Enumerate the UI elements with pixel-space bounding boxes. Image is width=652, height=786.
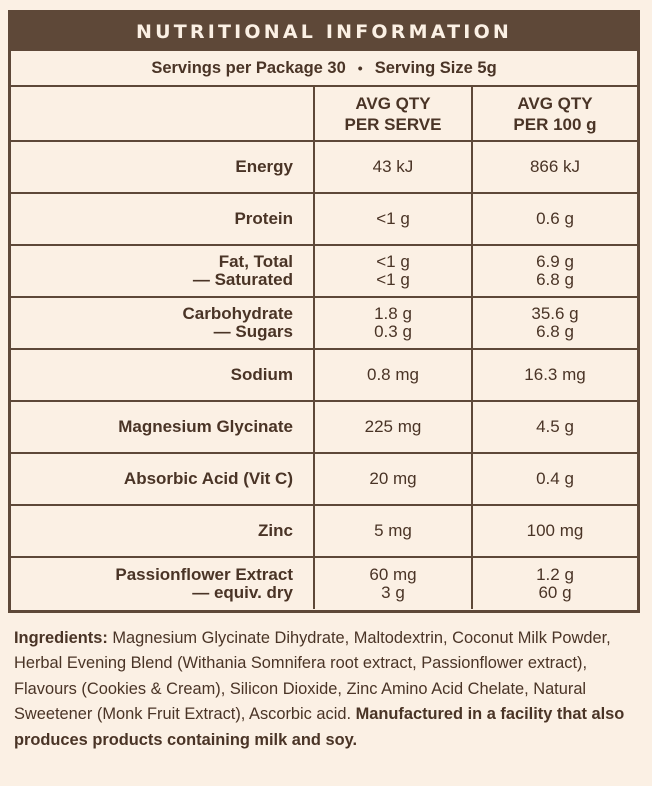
per-100g-header-line1: AVG QTY xyxy=(517,93,593,113)
ingredients-list: Magnesium Glycinate Dihydrate, Maltodextrin, Coconut Milk Powder, Herbal Evening Blend (Withania Somnifera root extract, Passionflower extract), Flavours (Cookies & Cream), Silicon Dioxide, Zinc Amino Acid Chelate, Natural Sweetener (Monk Fruit Extract), Ascorbic acid. xyxy=(14,629,611,724)
per-serve-subvalue: 0.3 g xyxy=(374,322,412,341)
per-serve-header xyxy=(313,87,471,140)
per-100g-value: 0.4 g xyxy=(536,469,574,488)
nutrient-label: Sodium xyxy=(230,365,293,384)
per-100g-value: 866 kJ xyxy=(529,157,581,176)
per-100g-value: 4.5 g xyxy=(536,417,574,436)
ingredients-heading: Ingredients: xyxy=(14,629,108,647)
nutrient-label: Zinc xyxy=(258,521,293,540)
per-100g-value: 100 mg xyxy=(526,521,584,540)
per-100g-value: 35.6 g xyxy=(531,304,579,323)
empty-header-cell xyxy=(11,87,313,140)
nutrition-panel xyxy=(8,10,640,613)
panel-title: NUTRITIONAL INFORMATION xyxy=(11,13,637,51)
nutrient-label: Passionflower Extract xyxy=(115,564,293,584)
nutrient-label: Energy xyxy=(235,157,293,176)
per-100g-subvalue: 6.8 g xyxy=(536,270,574,289)
per-100g-header-line2: PER 100 g xyxy=(513,114,597,134)
nutrient-label: Carbohydrate xyxy=(182,304,293,323)
nutrient-label: Protein xyxy=(234,209,293,228)
servings-line xyxy=(11,51,637,87)
servings-per-package: Servings per Package 30 xyxy=(151,58,346,77)
nutrient-sublabel: — Sugars xyxy=(213,322,293,341)
per-100g-value: 0.6 g xyxy=(536,209,574,228)
column-header-row xyxy=(11,87,637,142)
table-row xyxy=(11,506,637,558)
per-100g-value: 6.9 g xyxy=(536,252,574,271)
per-serve-value: 0.8 mg xyxy=(367,365,419,384)
per-100g-value: 1.2 g xyxy=(536,564,574,584)
per-serve-subvalue: 3 g xyxy=(381,582,405,602)
per-serve-value: 20 mg xyxy=(369,469,417,488)
table-row xyxy=(11,558,637,609)
table-row xyxy=(11,454,637,506)
table-row xyxy=(11,142,637,194)
per-serve-header-line1: AVG QTY xyxy=(355,93,431,113)
per-serve-value: 1.8 g xyxy=(374,304,412,323)
per-100g-value: 16.3 mg xyxy=(524,365,586,384)
per-serve-value: 60 mg xyxy=(369,564,417,584)
per-serve-value: 43 kJ xyxy=(372,157,414,176)
nutrient-label: Fat, Total xyxy=(218,252,293,271)
table-row xyxy=(11,194,637,246)
table-row xyxy=(11,402,637,454)
per-100g-subvalue: 60 g xyxy=(538,582,572,602)
nutrient-label: Magnesium Glycinate xyxy=(118,417,293,436)
separator-dot: • xyxy=(357,60,363,76)
per-100g-header xyxy=(471,87,637,140)
per-serve-header-line2: PER SERVE xyxy=(344,114,442,134)
table-row xyxy=(11,246,637,298)
allergen-statement: Manufactured in a facility that also produces products containing milk and soy. xyxy=(14,705,625,749)
nutrient-sublabel: — equiv. dry xyxy=(192,582,293,602)
per-serve-value: <1 g xyxy=(376,209,410,228)
serving-size: Serving Size 5g xyxy=(374,58,497,77)
per-serve-value: 225 mg xyxy=(364,417,422,436)
table-row xyxy=(11,298,637,350)
nutrient-sublabel: — Saturated xyxy=(192,270,293,289)
nutrient-label: Absorbic Acid (Vit C) xyxy=(123,469,293,488)
per-serve-value: <1 g xyxy=(376,252,410,271)
per-serve-value: 5 mg xyxy=(374,521,412,540)
per-serve-subvalue: <1 g xyxy=(376,270,410,289)
table-row xyxy=(11,350,637,402)
per-100g-subvalue: 6.8 g xyxy=(536,322,574,341)
ingredients-text xyxy=(14,626,644,753)
